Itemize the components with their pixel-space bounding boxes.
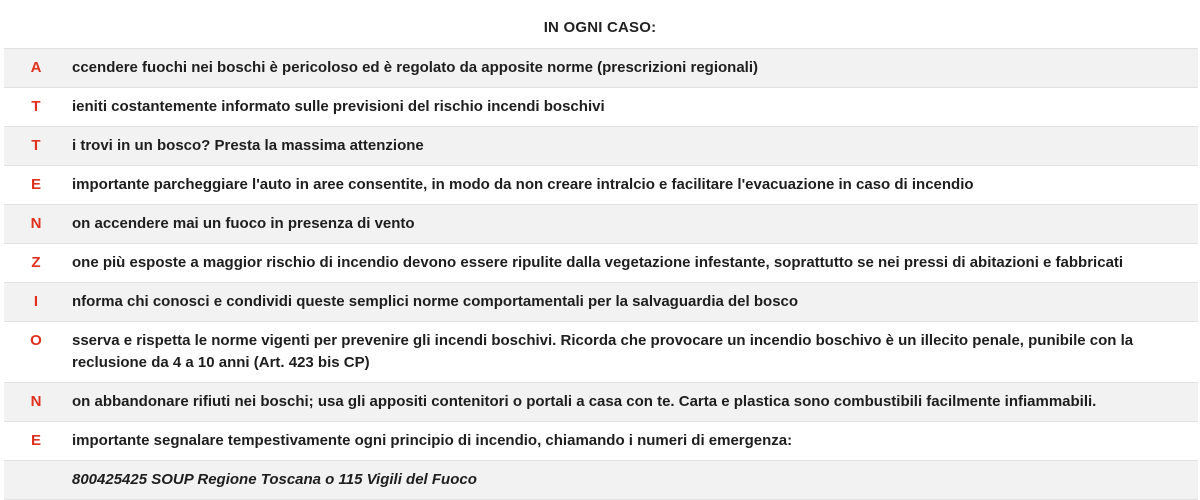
section-heading: IN OGNI CASO:	[543, 19, 657, 36]
emergency-numbers: 800425425 SOUP Regione Toscana o 115 Vigili del Fuoco	[72, 471, 477, 488]
rule-text: importante parcheggiare l'auto in aree consentite, in modo da non creare intralcio e facilitare l'evacuazione in caso di incendio	[72, 176, 974, 193]
acrostic-letter: N	[30, 393, 42, 410]
table-row	[4, 127, 1198, 166]
rule-text: ccendere fuochi nei boschi è pericoloso ed è regolato da apposite norme (prescrizioni regionali)	[72, 59, 758, 76]
rule-text: nforma chi conosci e condividi queste semplici norme comportamentali per la salvaguardia del bosco	[72, 293, 799, 310]
rule-text: ieniti costantemente informato sulle previsioni del rischio incendi boschivi	[72, 98, 605, 115]
acrostic-letter: O	[30, 332, 42, 349]
table-row	[4, 205, 1198, 244]
acrostic-letter: E	[30, 432, 41, 449]
acrostic-letter: N	[30, 215, 42, 232]
acrostic-letter: T	[31, 98, 41, 115]
rule-text: on abbandonare rifiuti nei boschi; usa gli appositi contenitori o portali a casa con te. Carta e plastica sono combustibili facilmente infiammabili.	[72, 393, 1097, 410]
acrostic-letter: T	[31, 137, 41, 154]
acrostic-letter: E	[30, 176, 41, 193]
rule-text: on accendere mai un fuoco in presenza di vento	[72, 215, 415, 232]
rule-text: sserva e rispetta le norme vigenti per prevenire gli incendi boschivi. Ricorda che provocare un incendio boschivo è un illecito penale, punibile con la reclusione da 4 a 10 anni (Art. 423 bis CP)	[72, 332, 1134, 371]
acrostic-table	[4, 48, 1198, 500]
table-row	[4, 166, 1198, 205]
acrostic-letter: A	[30, 59, 42, 76]
acrostic-letter: I	[33, 293, 39, 310]
emergency-letter-cell	[4, 461, 68, 500]
rule-text: importante segnalare tempestivamente ogni principio di incendio, chiamando i numeri di emergenza:	[72, 432, 793, 449]
table-row	[4, 49, 1198, 88]
acrostic-letter: Z	[31, 254, 41, 271]
table-row	[4, 244, 1198, 283]
table-row	[4, 422, 1198, 461]
rule-text: i trovi in un bosco? Presta la massima attenzione	[72, 137, 424, 154]
emergency-row	[4, 461, 1198, 500]
rule-text: one più esposte a maggior rischio di incendio devono essere ripulite dalla vegetazione infestante, soprattutto se nei pressi di abitazioni e fabbricati	[72, 254, 1124, 271]
table-row	[4, 283, 1198, 322]
table-row	[4, 383, 1198, 422]
table-row	[4, 88, 1198, 127]
table-row	[4, 322, 1198, 383]
